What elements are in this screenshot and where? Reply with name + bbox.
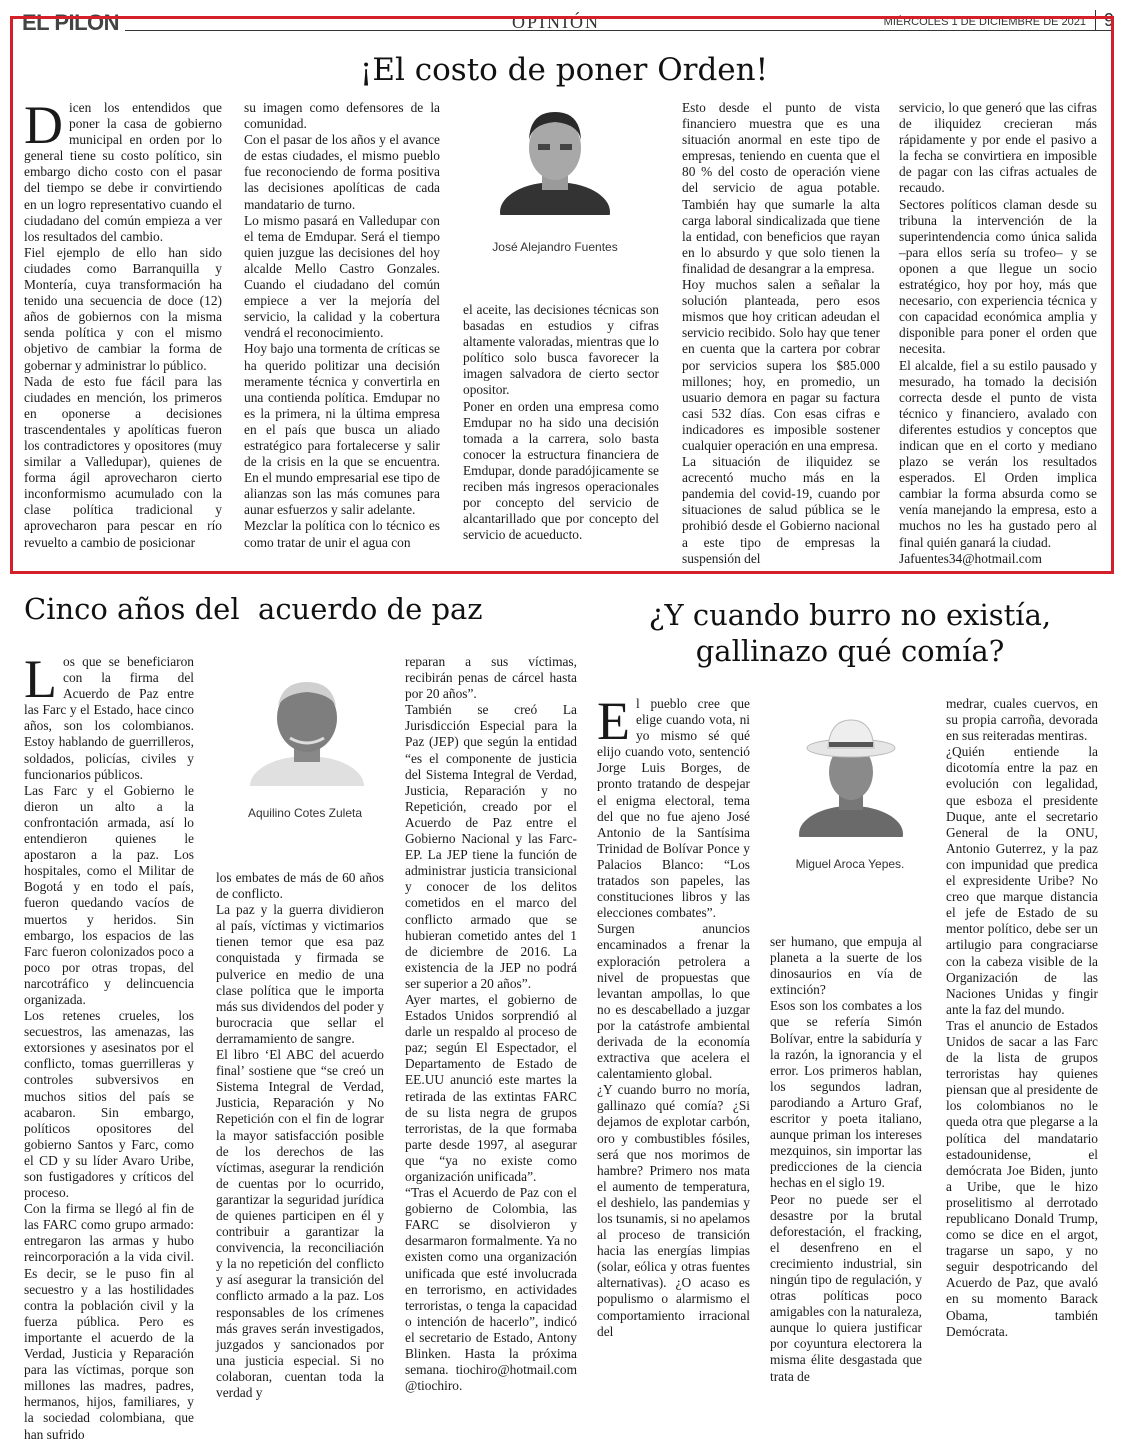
- author-photo: [500, 100, 610, 215]
- column-text: los embates de más de 60 años de conflicto. La paz y la guerra dividieron al país, víctimas y victimarios tienen temor que esa paz conquistada y firmada se pulverice en medio de una clase política que le importa más sus dividendos del poder y burocracia que sellar el derramamiento de sangre. El libro ‘El ABC del acuerdo final’ sostiene que “se creó un Sistema Integral de Verdad, Justicia, Reparación y No Repetición con el fin de lograr la mayor satisfacción posible de los derechos de las víctimas, asegurar la rendición de cuentas por lo ocurrido, garantizar la seguridad jurídica de quienes participen en él y contribuir a garantizar la convivencia, la reconciliación y la no repetición del conflicto y así asegurar la transición del conflicto armado a la paz. Los responsables de los crímenes más graves serán investigados, juzgados y sancionados por una justicia especial. Si no colaboran, cuentan toda la verdad y: [216, 870, 384, 1400]
- author-caption: José Alejandro Fuentes: [492, 240, 618, 254]
- article2-title: Cinco años del acuerdo de paz: [24, 592, 483, 626]
- article1-column-5: [899, 100, 1097, 567]
- article3-column-3: [946, 696, 1098, 1340]
- section-title: OPINIÓN: [512, 12, 600, 32]
- column-text: medrar, cuales cuervos, en su propia carroña, devorada en sus reiteradas mentiras. ¿Quién entiende la dicotomía entre la paz en evolución con legalidad, que esboza el presidente Duque, ante el secretario General de la ONU, Antonio Guterrez, y la paz con impunidad que predica el expresidente Uribe? No creo que marque distancia el jefe de Estado de su mentor político, debe ser un artilugio para congraciarse con la cabeza visible de la Organización de las Naciones Unidas y fingir ante la faz del mundo. Tras el anuncio de Estados Unidos de sacar a las Farc de la lista de grupos terroristas hay quienes piensan que al presidente de los colombianos no le queda otra que plegarse a la política del mandatario estadounidense, el demócrata Joe Biden, junto a Uribe, que le hizo proselitismo al derrotado republicano Donald Trump, como se dice en el argot, tragarse un sapo, y no seguir despotricando del Acuerdo de Paz, que avaló en su momento Barack Obama, también Demócrata.: [946, 696, 1098, 1339]
- author-caption: Miguel Aroca Yepes.: [795, 857, 905, 871]
- column-text: icen los entendidos que poner la casa de gobierno municipal en orden por lo general tiene su costo político, sin embargo dicho costo con el pasar del tiempo se debe ir convirtiendo en un logro representativo cuando el ciudadano del común empieza a ver los resultados del cambio. Fiel ejemplo de ello han sido ciudades como Barranquilla y Montería, cuya transformación ha tenido una secuencia de doce (12) años de gobiernos con la misma senda política y con el mismo objetivo de cambiar la forma de gobernar y administrar lo público. Nada de esto fue fácil para las ciudades en mención, los primeros en oponerse a decisiones trascendentales y apolíticas fueron los contradictores y opositores (muy similar a Valledupar), quienes de forma ágil aprovecharon cierto inconformismo acumulado con la clase política tradicional y aprovecharon para pescar en río revuelto a cambio de posicionar: [24, 100, 222, 550]
- article1-column-1: [24, 95, 222, 551]
- column-text: el aceite, las decisiones técnicas son basadas en estudios y cifras altamente valoradas, mientras que lo político solo busca favorecer la imagen salvadora de cierto sector opositor. Poner en orden una empresa como Emdupar no ha sido una decisión tomada a la carrera, solo basta conocer la estructura financiera de Emdupar, donde paradójicamente se reciben más ingresos operacionales por concepto del servicio de alcantarillado que por concepto del servicio de acueducto.: [463, 302, 659, 543]
- column-text: os que se beneficiaron con la firma del Acuerdo de Paz entre las Farc y el Estado, hace cinco años, son los colombianos. Estoy hablando de guerrilleros, soldados, policías, civiles y funcionarios públicos. Las Farc y el Gobierno le dieron un alto a la confrontación armada, así lo entendieron quienes le apostaron a la paz. Los hospitales, como el Militar de Bogotá y en todo el país, fueron quedando vacíos de muertos y heridos. Sin embargo, los espacios de las Farc fueron colonizados poco a poco por otras tropas, del narcotráfico y delincuencia organizada. Los retenes crueles, los secuestros, las amenazas, las extorsiones y asesinatos por el conflicto, tomas guerrilleras y controles subversivos en muchos sitios del país se acabaron. Sin embargo, políticos opositores del gobierno Santos y Farc, como el CD y su líder Avaro Uribe, son fustigadores y críticos del proceso. Con la firma se llegó al fin de las FARC como grupo armado: entregaron las armas y hubo reincorporación a la vida civil. Es decir, se le puso fin al secuestro y a las hostilidades contra la población civil y la fuerza pública. Pero es importante el acuerdo de la Verdad, Justicia y Reparación para las víctimas, porque son millones las madres, padres, hermanos, hijos, familiares, y la sociedad colombiana, que han sufrido: [24, 654, 194, 1442]
- article1-column-3: [463, 302, 659, 543]
- column-text: ser humano, que empuja al planeta a la suerte de los dinosaurios en vía de extinción? Esos son los combates a los que se refería Simón Bolívar, entre la sabiduría y la razón, la ignorancia y el error. Los primeros hablan, los segundos ladran, parodiando a Arturo Graf, escritor y poeta italiano, aunque priman los intereses mezquinos, sin importar las predicciones de la ciencia hechas en el siglo 19. Peor no puede ser el desastre por la brutal deforestación, el fracking, el desenfreno en el crecimiento industrial, sin ningún tipo de regulación, y otras políticas poco amigables con la naturaleza, aunque lo quiera justificar por coyuntura electorera la misma élite desgastada que trata de: [770, 934, 922, 1384]
- dropcap: D: [24, 95, 63, 155]
- article1-column-2: [244, 100, 440, 551]
- author-photo: [796, 712, 906, 837]
- issue-date: MIÉRCOLES 1 DE DICIEMBRE DE 2021: [883, 16, 1086, 28]
- page-number: 9: [1095, 10, 1114, 31]
- column-text: Esto desde el punto de vista financiero muestra que es una situación anormal en este tipo de empresas, teniendo en cuenta que el 80 % del costo de operación viene del servicio de agua potable. También hay que sumarle la alta carga laboral sindicalizada que tiene la entidad, con beneficios que rayan en lo absurdo y que solo tienen la finalidad de desangrar a la empresa. Hoy muchos salen a señalar la solución planteada, pero esos mismos que hoy critican adeudan el servicio recibido. Solo hay que tener en cuenta que la cartera por cobrar por servicios supera los $85.000 millones; hoy, en promedio, un usuario demora en pagar su factura casi 532 días. Con esas cifras e indicadores es imposible sostener cualquier operación en una empresa. La situación de iliquidez se acrecentó mucho más en la pandemia del covid-19, cuando por situaciones de salud pública se le prohibió desde el Gobierno nacional a este tipo de empresas la suspensión del: [682, 100, 880, 566]
- article2-column-2: [216, 870, 384, 1401]
- article2-column-3: [405, 654, 577, 1394]
- dropcap: L: [24, 649, 57, 709]
- dropcap: E: [597, 691, 630, 751]
- article3-title-line-2: gallinazo qué comía?: [695, 634, 1005, 668]
- column-text: reparan a sus víctimas, recibirán penas de cárcel hasta por 20 años”. También se creó La Jurisdicción Especial para la Paz (JEP) que según la entidad “es el componente de justicia del Sistema Integral de Verdad, Justicia, Reparación y no Repetición, creado por el Acuerdo de Paz entre el Gobierno Nacional y las Farc-EP. La JEP tiene la función de administrar justicia transicional y conocer de los delitos cometidos en el marco del conflicto armado que se hubieran cometido antes del 1 de diciembre de 2016. La existencia de la JEP no podrá ser superior a 20 años”. Ayer martes, el gobierno de Estados Unidos sorprendió al darle un respaldo al proceso de paz; según El Espectador, el Departamento de Estado de EE.UU anunció este martes la retirada de las extintas FARC de su lista negra de grupos terroristas, de la que formaba parte desde 1997, al asegurar que “ya no existe como organización unificada”. “Tras el Acuerdo de Paz con el gobierno de Colombia, las FARC se disolvieron y desarmaron formalmente. Ya no existen como una organización unificada que esté involucrada en terrorismo, en actividades terroristas, o tenga la capacidad o intención de hacerlo”, indicó el secretario de Estado, Antony Blinken. Hasta la próxima semana. tiochiro@hotmail.com @tiochiro.: [405, 654, 577, 1394]
- author-caption: Aquilino Cotes Zuleta: [247, 806, 363, 820]
- article1-title: ¡El costo de poner Orden!: [359, 52, 769, 88]
- article3-column-2: [770, 934, 922, 1385]
- author-photo: [250, 668, 365, 786]
- column-text: servicio, lo que generó que las cifras de iliquidez crecieran más rápidamente y por ende el pasivo a la fecha se convirtiera en imposible de pagar con las cifras actuales de recaudo. Sectores políticos claman desde su tribuna la intervención de la superintendencia como única salida –para ellos sería su trofeo– y se oponen a que llegue un socio estratégico, hoy por hoy, más que necesario, con experiencia técnica y con capacidad económica amplia y disponible para poner el orden que necesita. El alcalde, fiel a su estilo pausado y mesurado, ha tomado la decisión correcta desde el punto de vista técnico y financiero, avalado con diferentes estudios y conceptos que indican que en el corto y mediano plazo se verán los resultados esperados. El Orden implica cambiar la forma absurda como se venía manejando la empresa, esto a muchos no les ha gustado pero al final quién ganará la ciudad. Jafuentes34@hotmail.com: [899, 100, 1097, 566]
- newspaper-logo: EL PILON: [22, 10, 120, 35]
- article2-column-1: [24, 649, 194, 1443]
- column-text: l pueblo cree que elige cuando vota, ni yo mismo sé qué elijo cuando voto, sentenció Jorge Luis Borges, de pronto tratando de despejar el enigma electoral, tema del que no fue ajeno José Antonio de la Santísima Trinidad de Bolívar Ponce y Palacios Blanco: “Los tratados son papeles, las constituciones libros y las elecciones combates”. Surgen anuncios encaminados a frenar la exploración petrolera a nivel de propuestas que levantan ampollas, lo que no es descabellado a juzgar por la catástrofe ambiental derivada de la economía extractiva que acelera el calentamiento global. ¿Y cuando burro no moría, gallinazo qué comía? ¿Si dejamos de explotar carbón, oro y combustibles fósiles, será que nos morimos de hambre? Primero nos mata el aumento de temperatura, el deshielo, las pandemias y los tsunamis, si no apelamos al proceso de transición hacia las energías limpias (solar, eólica y otras fuentes alternativas). ¿O acaso es populismo o alarmismo el comportamiento irracional del: [597, 696, 750, 1339]
- column-text: su imagen como defensores de la comunidad. Con el pasar de los años y el avance de estas ciudades, el mismo pueblo fue reconociendo de forma positiva las decisiones apolíticas de cada mandatario de turno. Lo mismo pasará en Valledupar con el tema de Emdupar. Será el tiempo quien juzgue las decisiones del hoy alcalde Mello Castro Gonzales. Cuando el ciudadano del común empiece a ver la mejoría del servicio, la calidad y la cobertura vendrá el reconocimiento. Hoy bajo una tormenta de críticas se ha querido politizar una decisión meramente técnica y convertirla en una contienda política. Emdupar no es la primera, ni la última empresa en el país que busca un aliado estratégico para fortalecerse y salir de la crisis en la que se encuentra. En el mundo empresarial ese tipo de alianzas son las más comunes para aunar esfuerzos y salir adelante. Mezclar la política con lo técnico es como tratar de unir el agua con: [244, 100, 440, 550]
- article3-title-line-1: ¿Y cuando burro no existía,: [648, 598, 1052, 632]
- article1-column-4: [682, 100, 880, 567]
- article3-column-1: [597, 691, 750, 1340]
